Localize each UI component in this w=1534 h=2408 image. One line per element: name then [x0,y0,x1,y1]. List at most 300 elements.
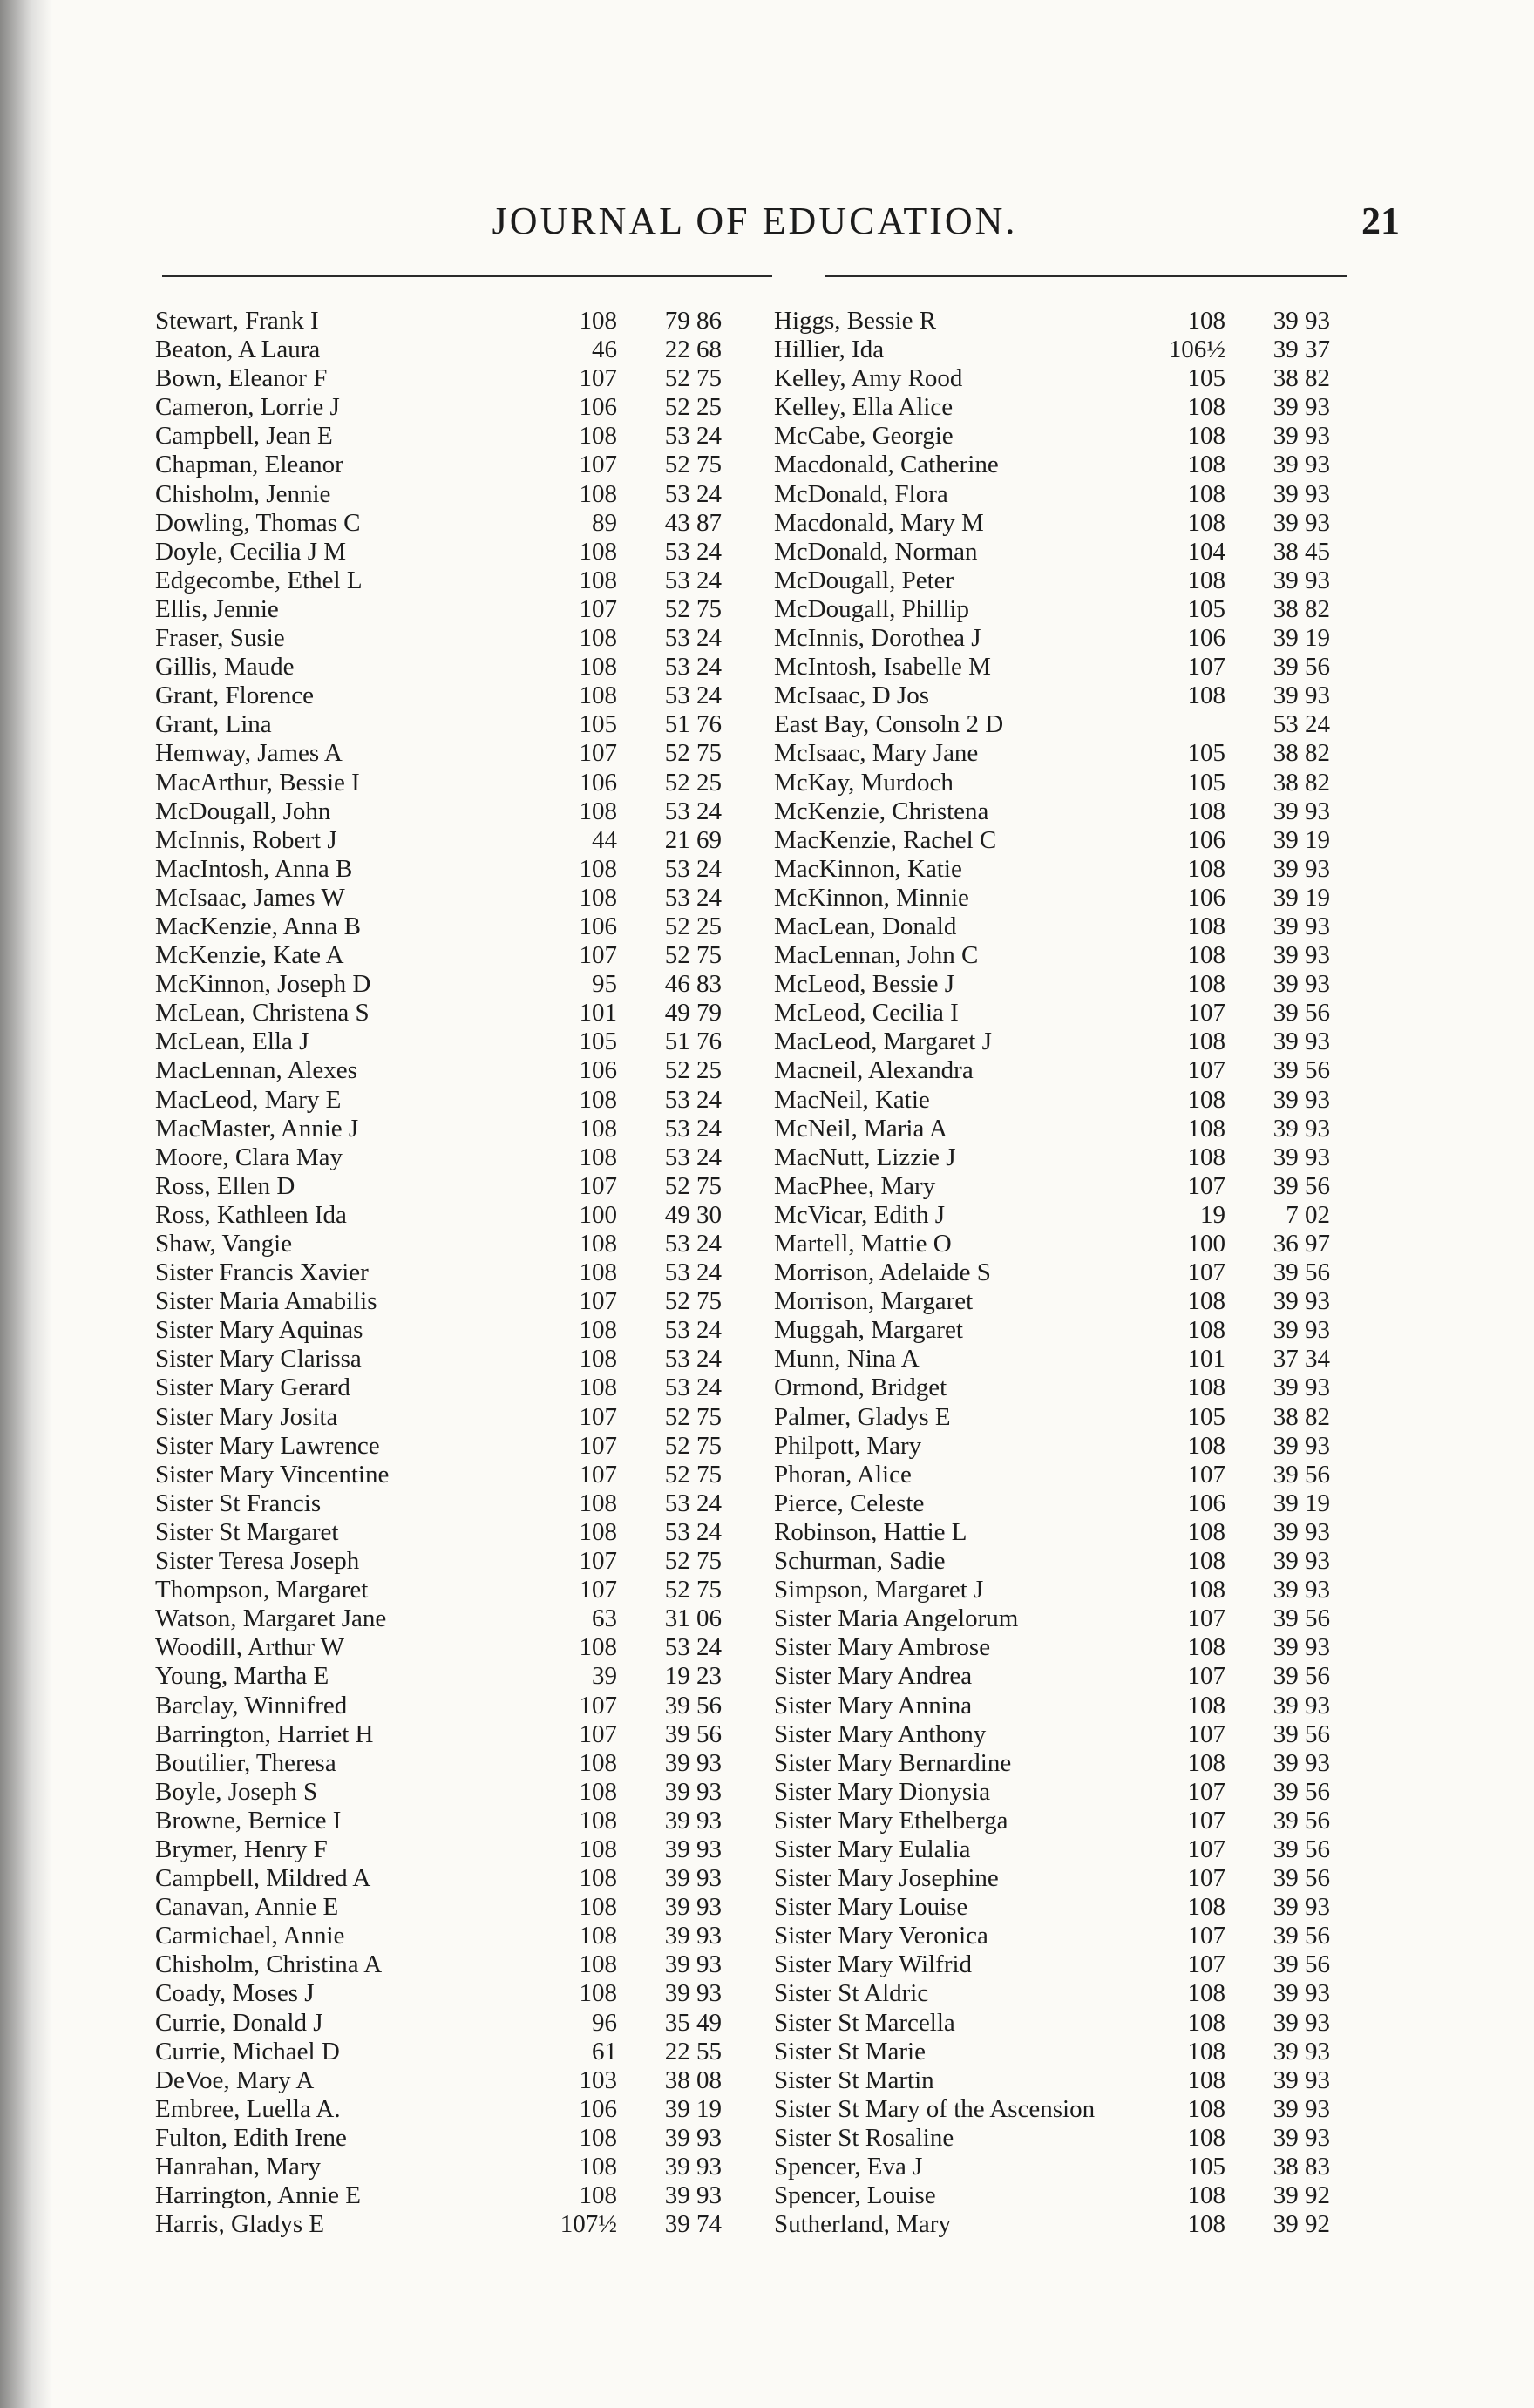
entry-amount: 39 93 [664,2123,722,2152]
entry-amount: 39 93 [1273,1143,1330,1171]
list-item [138,1461,748,1489]
entry-days: 95 [592,970,617,999]
entry-days: 105 [579,1028,617,1056]
list-item [138,364,748,393]
entry-days: 107 [1187,1604,1225,1633]
list-item [138,393,748,422]
entry-name: Morrison, Adelaide S [774,1258,991,1287]
entry-amount: 39 93 [1273,1633,1330,1662]
entry-name: Fraser, Susie [155,624,285,653]
entry-amount: 39 93 [1273,912,1330,940]
entry-name: McLean, Ella J [155,1028,309,1056]
right-column-list [764,307,1356,2239]
entry-amount: 39 93 [1273,1431,1330,1460]
entry-days: 108 [1187,682,1225,710]
entry-amount: 39 93 [1273,1748,1330,1777]
entry-name: MacLeod, Margaret J [774,1028,992,1056]
entry-amount: 52 75 [664,1547,722,1576]
entry-days: 108 [579,2181,617,2210]
entry-amount: 53 24 [664,1489,722,1517]
list-item [138,566,748,595]
list-item [138,941,748,970]
entry-days: 107 [1187,1460,1225,1489]
entry-days: 108 [579,1748,617,1777]
entry-name: Munn, Nina A [774,1345,920,1374]
entry-amount: 53 24 [664,1633,722,1662]
entry-name: Sister Mary Vincentine [155,1460,390,1489]
entry-amount: 39 93 [1273,393,1330,422]
entry-days: 108 [1187,393,1225,422]
entry-name: Robinson, Hattie L [774,1517,967,1546]
entry-days: 108 [579,883,617,912]
list-item [764,1518,1356,1547]
entry-days: 107 [1187,1662,1225,1691]
entry-amount: 39 93 [1273,682,1330,710]
entry-amount: 52 75 [664,941,722,970]
entry-days: 46 [592,336,617,364]
list-item [764,393,1356,422]
entry-name: Watson, Margaret Jane [155,1604,387,1633]
entry-days: 108 [579,2123,617,2152]
entry-days: 105 [1187,768,1225,797]
entry-days: 107 [579,1460,617,1489]
entry-name: Thompson, Margaret [155,1576,369,1604]
list-item [764,682,1356,710]
entry-amount: 49 30 [664,1200,722,1229]
list-item [764,1201,1356,1230]
entry-name: Campbell, Jean E [155,422,333,451]
list-item [138,1662,748,1691]
list-item [138,451,748,479]
entry-amount: 39 93 [1273,451,1330,479]
entry-amount: 39 93 [1273,1893,1330,1922]
entry-days: 108 [1187,1287,1225,1316]
entry-amount: 53 24 [664,566,722,594]
entry-days: 107 [1187,1720,1225,1748]
entry-name: Martell, Mattie O [774,1230,952,1258]
entry-days: 107 [579,1691,617,1720]
entry-days: 19 [1200,1200,1225,1229]
list-item [138,1374,748,1402]
entry-name: Sister St Aldric [774,1979,929,2008]
entry-days: 108 [1187,2094,1225,2123]
entry-amount: 39 19 [1273,624,1330,653]
list-item [138,1086,748,1115]
entry-amount: 39 56 [664,1691,722,1720]
entry-days: 108 [1187,941,1225,970]
entry-amount: 39 93 [1273,1287,1330,1316]
list-item [138,1432,748,1461]
entry-amount: 39 93 [664,1748,722,1777]
entry-days: 107 [579,364,617,393]
entry-name: Sister St Margaret [155,1517,339,1546]
entry-days: 108 [1187,1691,1225,1720]
list-item [138,1345,748,1374]
entry-days: 108 [1187,1431,1225,1460]
entry-days: 100 [1187,1230,1225,1258]
entry-days: 108 [1187,2037,1225,2065]
entry-name: Sister Mary Josita [155,1402,338,1431]
entry-amount: 39 93 [1273,1691,1330,1720]
entry-days: 106 [1187,1489,1225,1517]
entry-name: Barrington, Harriet H [155,1720,374,1748]
list-item [138,797,748,826]
list-item [138,710,748,739]
entry-amount: 52 25 [664,768,722,797]
entry-days: 63 [592,1604,617,1633]
entry-days: 107 [579,739,617,768]
list-item [764,884,1356,912]
entry-days: 108 [579,1835,617,1863]
entry-amount: 39 93 [1273,854,1330,883]
entry-days: 107 [579,1720,617,1748]
entry-days: 105 [1187,1402,1225,1431]
entry-name: Coady, Moses J [155,1979,315,2008]
entry-name: McLean, Christena S [155,999,370,1028]
entry-name: Sister Mary Clarissa [155,1345,362,1374]
entry-days: 106 [579,768,617,797]
list-item [764,2066,1356,2095]
entry-days: 108 [1187,1893,1225,1922]
entry-days: 44 [592,825,617,854]
entry-name: Sister Mary Anthony [774,1720,987,1748]
entry-days: 108 [1187,1748,1225,1777]
entry-days: 107 [579,451,617,479]
list-item [764,769,1356,797]
entry-days: 108 [1187,508,1225,537]
entry-days: 108 [579,1806,617,1835]
list-item [138,999,748,1028]
entry-days: 106 [579,1056,617,1085]
entry-days: 104 [1187,537,1225,566]
entry-name: MacKenzie, Anna B [155,912,361,940]
entry-amount: 49 79 [664,999,722,1028]
entry-days: 108 [1187,2008,1225,2037]
list-item [764,2038,1356,2066]
entry-name: Macneil, Alexandra [774,1056,974,1085]
entry-name: McInnis, Dorothea J [774,624,981,653]
entry-name: MacNeil, Katie [774,1085,930,1114]
entry-days: 108 [579,854,617,883]
list-item [138,509,748,538]
entry-name: Sister Maria Angelorum [774,1604,1019,1633]
list-item [764,1893,1356,1922]
list-item [764,1374,1356,1402]
entry-name: Browne, Bernice I [155,1806,342,1835]
page-number: 21 [1361,200,1400,242]
list-item [764,1720,1356,1749]
list-item [138,1749,748,1778]
journal-title: JOURNAL OF EDUCATION. [492,200,1018,242]
entry-name: Dowling, Thomas C [155,508,361,537]
entry-days: 108 [579,1864,617,1893]
entry-amount: 53 24 [664,1258,722,1287]
entry-amount: 52 75 [664,1287,722,1316]
entry-days: 39 [592,1662,617,1691]
list-item [138,1778,748,1807]
entry-amount: 39 56 [1273,1806,1330,1835]
entry-days: 103 [579,2065,617,2094]
entry-days: 108 [1187,1547,1225,1576]
entry-amount: 38 82 [1273,364,1330,393]
list-item [138,2210,748,2239]
entry-amount: 39 93 [664,2181,722,2210]
entry-days: 107 [579,1402,617,1431]
list-item [764,1403,1356,1432]
entry-days: 108 [579,1517,617,1546]
entry-amount: 39 93 [664,2153,722,2181]
entry-amount: 39 93 [1273,2008,1330,2037]
entry-amount: 39 93 [1273,2123,1330,2152]
entry-name: McKay, Murdoch [774,768,954,797]
list-item [764,797,1356,826]
entry-name: Carmichael, Annie [155,1922,345,1950]
entry-days: 107 [1187,653,1225,682]
entry-name: Bown, Eleanor F [155,364,328,393]
entry-amount: 52 75 [664,594,722,623]
entry-amount: 52 75 [664,451,722,479]
entry-name: Sister Mary Aquinas [155,1316,363,1345]
entry-amount: 53 24 [664,537,722,566]
entry-amount: 39 37 [1273,336,1330,364]
entry-days: 108 [579,1633,617,1662]
entry-amount: 39 92 [1273,2210,1330,2239]
entry-name: Macdonald, Mary M [774,508,984,537]
list-item [764,2153,1356,2181]
list-item [138,2038,748,2066]
entry-days: 107 [579,594,617,623]
list-item [138,1143,748,1172]
entry-amount: 52 25 [664,393,722,422]
entry-amount: 38 08 [664,2065,722,2094]
list-item [764,422,1356,451]
list-item [764,1749,1356,1778]
entry-name: Gillis, Maude [155,653,295,682]
entry-days: 108 [1187,912,1225,940]
list-item [138,2124,748,2153]
entry-name: Sister St Marie [774,2037,926,2065]
entry-amount: 51 76 [664,710,722,739]
entry-amount: 39 93 [664,1922,722,1950]
entry-days: 108 [1187,1633,1225,1662]
list-item [764,1633,1356,1662]
list-item [138,1864,748,1893]
entry-days: 106 [1187,624,1225,653]
entry-name: Canavan, Annie E [155,1893,339,1922]
list-item [764,1086,1356,1115]
entry-name: Philpott, Mary [774,1431,922,1460]
entry-days: 108 [579,682,617,710]
entry-days: 107 [1187,1922,1225,1950]
entry-amount: 53 24 [664,682,722,710]
list-item [764,2181,1356,2210]
list-item [138,336,748,364]
entry-name: Kelley, Ella Alice [774,393,954,422]
entry-days: 108 [579,797,617,825]
list-item [764,1143,1356,1172]
entry-amount: 39 56 [1273,1720,1330,1748]
entry-amount: 39 56 [1273,1604,1330,1633]
entry-days: 107½ [560,2210,617,2239]
list-item [138,1720,748,1749]
entry-days: 108 [1187,307,1225,335]
list-item [138,422,748,451]
list-item [138,480,748,509]
entry-days: 107 [579,941,617,970]
list-item [138,1576,748,1604]
entry-days: 96 [592,2008,617,2037]
entry-days: 108 [579,307,617,335]
entry-name: MacLennan, John C [774,941,979,970]
list-item [138,1172,748,1201]
entry-name: Sister St Francis [155,1489,322,1517]
entry-name: DeVoe, Mary A [155,2065,315,2094]
entry-name: MacKenzie, Rachel C [774,825,997,854]
list-item [138,1230,748,1258]
list-item [138,1604,748,1633]
list-item [138,538,748,566]
entry-amount: 39 93 [664,1806,722,1835]
entry-name: Currie, Michael D [155,2037,340,2065]
entry-days: 108 [1187,1374,1225,1402]
entry-amount: 31 06 [664,1604,722,1633]
entry-days: 105 [1187,364,1225,393]
entry-name: McKenzie, Christena [774,797,989,825]
entry-days: 108 [579,1114,617,1143]
entry-amount: 39 93 [1273,1517,1330,1546]
entry-name: Simpson, Margaret J [774,1576,984,1604]
entry-name: Hemway, James A [155,739,343,768]
list-item [764,941,1356,970]
list-item [764,1489,1356,1518]
entry-amount: 53 24 [664,797,722,825]
entry-name: Sister Mary Annina [774,1691,973,1720]
entry-amount: 53 24 [664,883,722,912]
entry-amount: 52 75 [664,1460,722,1489]
list-item [764,912,1356,941]
list-item [764,595,1356,624]
entry-days: 108 [579,422,617,451]
entry-days: 108 [1187,1517,1225,1546]
entry-name: Spencer, Eva J [774,2153,923,2181]
entry-days: 108 [579,1489,617,1517]
entry-amount: 46 83 [664,970,722,999]
page-scan-edge [0,0,52,2408]
entry-days: 108 [579,1979,617,2008]
entry-amount: 39 93 [1273,1316,1330,1345]
entry-name: Edgecombe, Ethel L [155,566,363,594]
entry-name: McDonald, Norman [774,537,978,566]
entry-days: 101 [1187,1345,1225,1374]
entry-name: Sister Mary Louise [774,1893,968,1922]
entry-days: 108 [579,566,617,594]
entry-name: McVicar, Edith J [774,1200,946,1229]
entry-amount: 52 75 [664,1402,722,1431]
entry-name: Currie, Donald J [155,2008,323,2037]
entry-amount: 39 93 [1273,2037,1330,2065]
list-item [764,1258,1356,1287]
entry-days: 107 [1187,1056,1225,1085]
list-item [764,307,1356,336]
entry-name: Stewart, Frank I [155,307,319,335]
entry-name: Ross, Ellen D [155,1171,295,1200]
entry-days: 107 [1187,1171,1225,1200]
entry-days: 108 [1187,797,1225,825]
list-item [138,653,748,682]
entry-days: 108 [579,2153,617,2181]
entry-amount: 36 97 [1273,1230,1330,1258]
entry-name: Sister Mary Gerard [155,1374,350,1402]
list-item [138,855,748,884]
entry-name: McIsaac, D Jos [774,682,929,710]
list-item [764,1316,1356,1345]
entry-amount: 39 93 [1273,1028,1330,1056]
list-item [764,1979,1356,2008]
running-head [0,199,1534,251]
list-item [138,1489,748,1518]
entry-amount: 39 56 [1273,1460,1330,1489]
entry-amount: 39 93 [1273,508,1330,537]
list-item [764,451,1356,479]
list-item [138,1807,748,1835]
entry-days: 107 [579,1431,617,1460]
entry-amount: 53 24 [664,422,722,451]
list-item [138,1547,748,1576]
list-item [138,1633,748,1662]
entry-name: Kelley, Amy Rood [774,364,963,393]
entry-amount: 22 55 [664,2037,722,2065]
entry-amount: 39 93 [1273,1576,1330,1604]
entry-amount: 53 24 [664,479,722,508]
entry-name: Palmer, Gladys E [774,1402,951,1431]
entry-name: Doyle, Cecilia J M [155,537,347,566]
list-item [764,538,1356,566]
entry-amount: 52 75 [664,364,722,393]
entry-name: MacNutt, Lizzie J [774,1143,956,1171]
list-item [764,336,1356,364]
entry-days: 89 [592,508,617,537]
entry-name: Boutilier, Theresa [155,1748,336,1777]
entry-days: 105 [1187,594,1225,623]
entry-days: 108 [1187,1028,1225,1056]
entry-name: McDougall, Phillip [774,594,969,623]
list-item [138,1692,748,1720]
entry-amount: 53 24 [664,1374,722,1402]
list-item [138,1979,748,2008]
entry-days: 108 [1187,1316,1225,1345]
entry-days: 108 [579,1143,617,1171]
entry-amount: 39 93 [1273,1085,1330,1114]
entry-name: McKinnon, Minnie [774,883,969,912]
entry-days: 108 [1187,854,1225,883]
list-item [764,1807,1356,1835]
entry-days: 108 [1187,2181,1225,2210]
list-item [138,970,748,999]
entry-amount: 38 82 [1273,739,1330,768]
list-item [138,1287,748,1316]
entry-days: 108 [579,479,617,508]
entry-days: 108 [579,1922,617,1950]
entry-days: 108 [1187,1979,1225,2008]
entry-name: Sister St Mary of the Ascension [774,2094,1096,2123]
entry-days: 108 [1187,1085,1225,1114]
entry-name: MacLean, Donald [774,912,957,940]
entry-name: Muggah, Margaret [774,1316,963,1345]
entry-days: 107 [579,1576,617,1604]
entry-amount: 39 56 [1273,999,1330,1028]
entry-days: 107 [1187,1258,1225,1287]
entry-amount: 19 23 [664,1662,722,1691]
